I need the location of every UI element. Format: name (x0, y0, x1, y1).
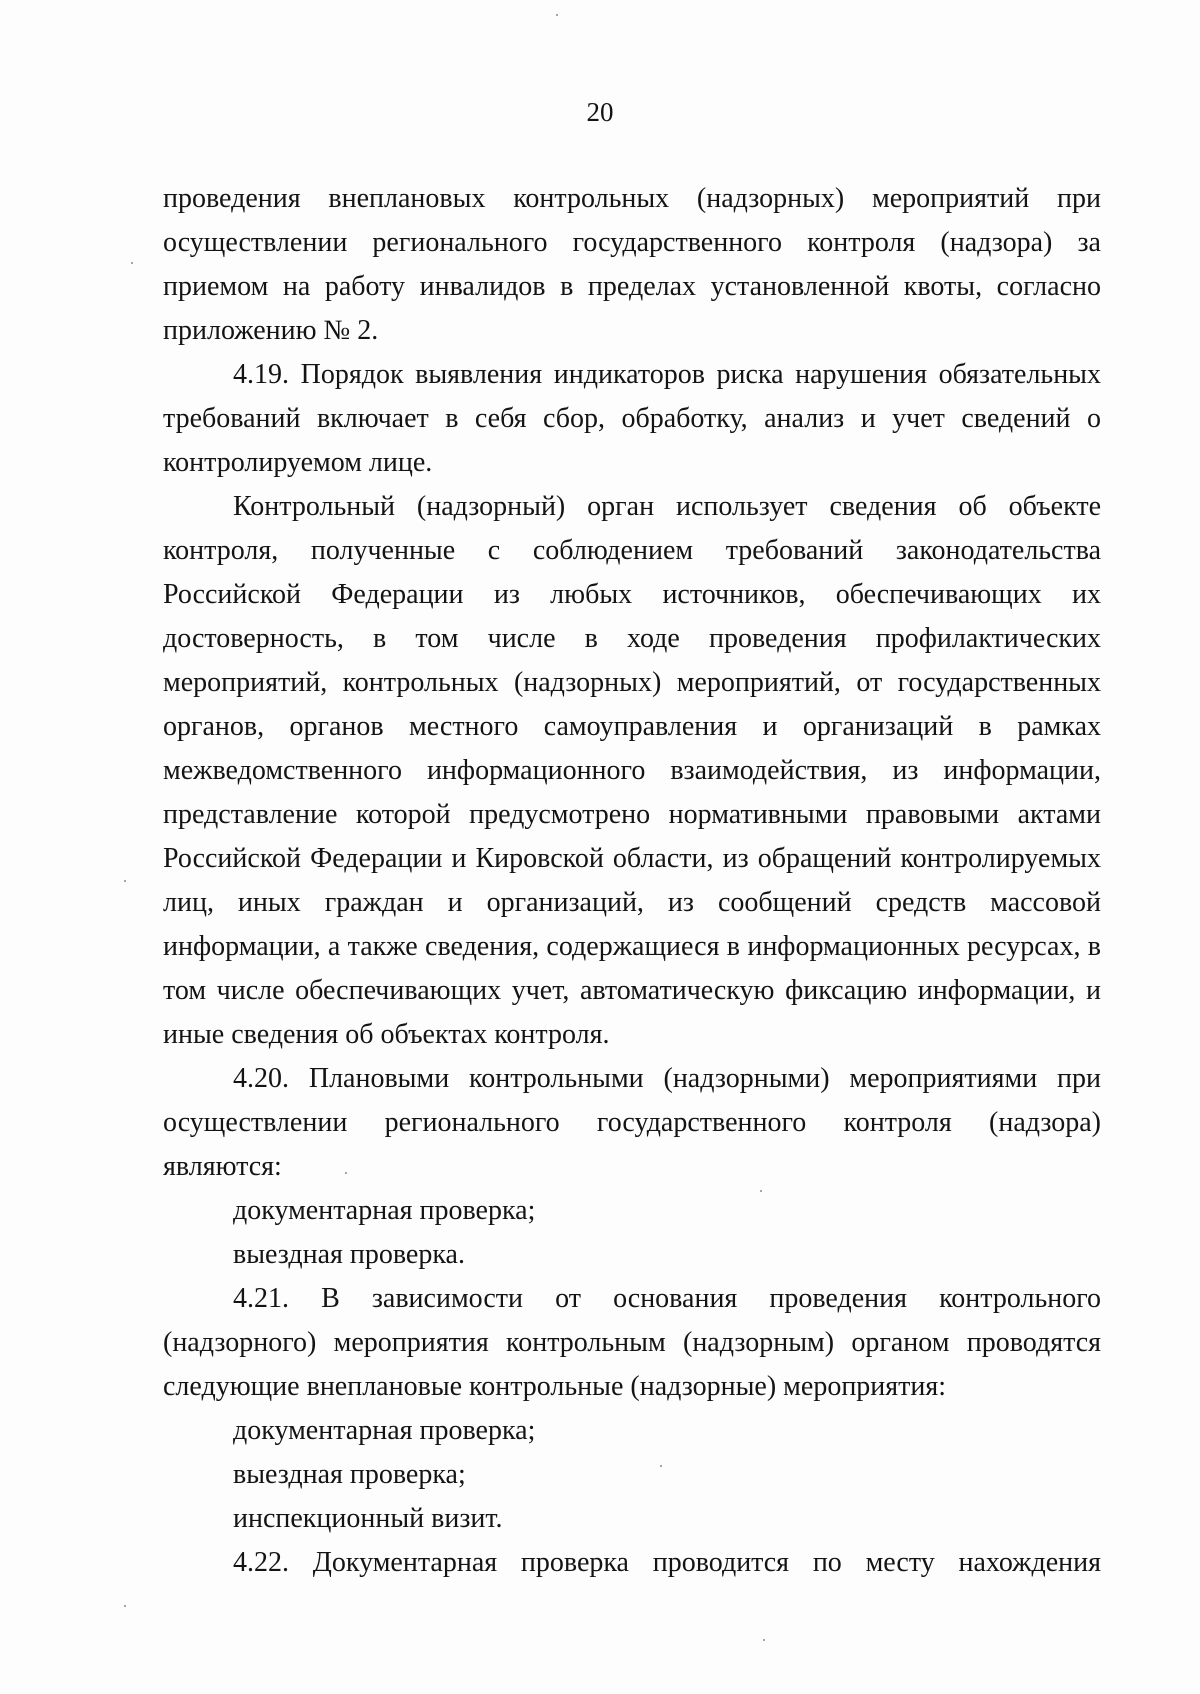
scan-speck (345, 1172, 347, 1174)
page-number: 20 (586, 97, 614, 127)
list-item: документарная проверка; (233, 1415, 536, 1446)
paragraph-4-19: 4.19. Порядок выявления индикаторов риска нарушения обязательных требований включает в себя сбор, обработку, анализ и учет сведений о контролируемом лице. (163, 359, 1101, 478)
scan-speck (124, 880, 126, 882)
scan-speck (124, 1605, 126, 1607)
paragraph-4-20: 4.20. Плановыми контрольными (надзорными) мероприятиями при осуществлении регионального государственного контроля (надзора) являются: (163, 1063, 1101, 1182)
paragraph-continuation: проведения внеплановых контрольных (надзорных) мероприятий при осуществлении регионального государственного контроля (надзора) за приемом на работу инвалидов в пределах установленной квоты, согласно приложению № 2. (163, 183, 1101, 346)
scan-speck (556, 14, 558, 16)
scan-speck (131, 262, 133, 264)
list-item: выездная проверка. (233, 1239, 465, 1270)
list-item: инспекционный визит. (233, 1503, 503, 1534)
scan-speck (763, 1639, 765, 1641)
scan-speck (760, 1190, 762, 1192)
document-body (163, 177, 1101, 1585)
paragraph-4-21: 4.21. В зависимости от основания проведения контрольного (надзорного) мероприятия контрольным (надзорным) органом проводятся следующие внеплановые контрольные (надзорные) мероприятия: (163, 1283, 1101, 1402)
list-item: выездная проверка; (233, 1459, 466, 1490)
paragraph-4-22: 4.22. Документарная проверка проводится по месту нахождения (233, 1547, 1101, 1578)
scan-speck (660, 1465, 662, 1467)
paragraph-risk-indicator-sources: Контрольный (надзорный) орган использует сведения об объекте контроля, полученные с соблюдением требований законодательства Российской Федерации из любых источников, обеспечивающих их достоверность, в том числе в ходе проведения профилактических мероприятий, контрольных (надзорных) мероприятий, от государственных органов, органов местного самоуправления и организаций в рамках межведомственного информационного взаимодействия, из информации, представление которой предусмотрено нормативными правовыми актами Российской Федерации и Кировской области, из обращений контролируемых лиц, иных граждан и организаций, из сообщений средств массовой информации, а также сведения, содержащиеся в информационных ресурсах, в том числе обеспечивающих учет, автоматическую фиксацию информации, и иные сведения об объектах контроля. (163, 491, 1101, 1050)
list-item: документарная проверка; (233, 1195, 536, 1226)
